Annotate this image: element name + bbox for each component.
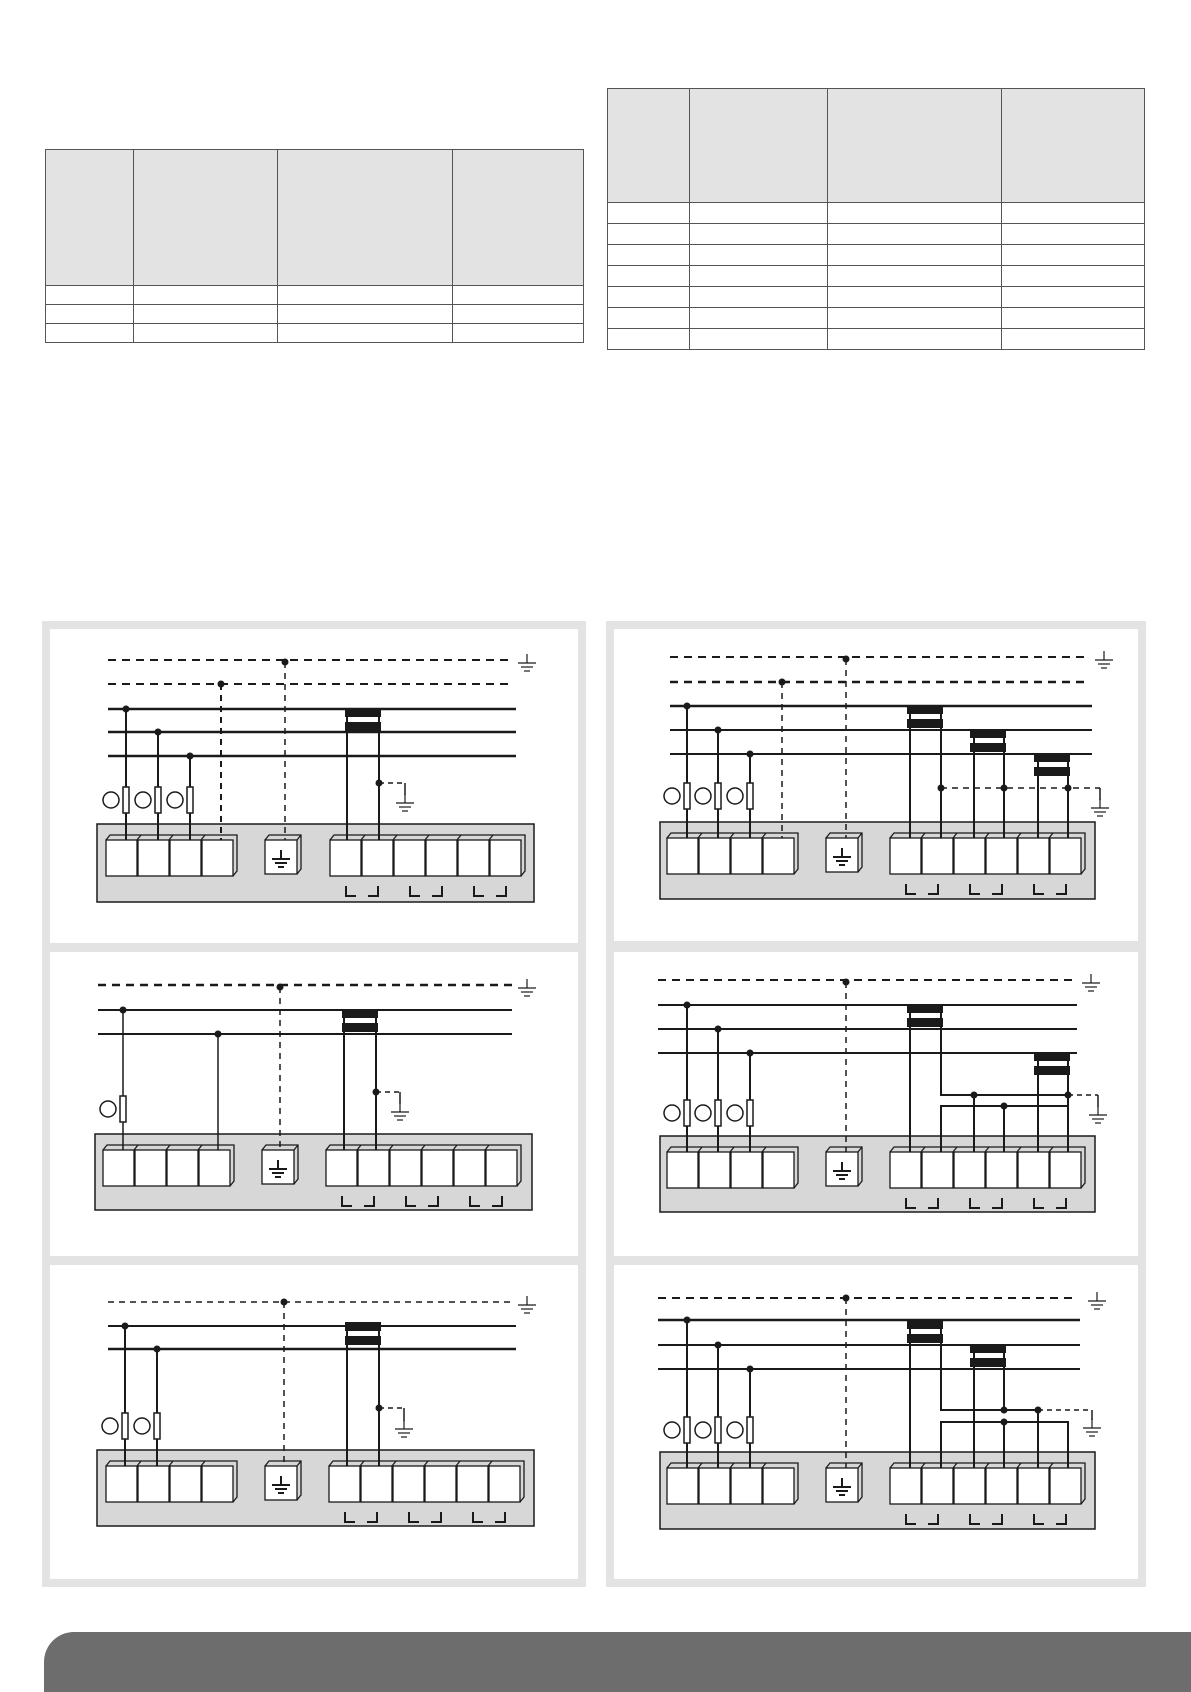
fuse-icon — [727, 1417, 753, 1443]
wiring-diagram-left-2 — [95, 979, 536, 1210]
ground-icon — [1082, 974, 1100, 991]
fuse-icon — [727, 783, 753, 809]
ground-icon — [391, 1103, 409, 1120]
fuse-icon — [167, 787, 193, 813]
ground-icon — [395, 1420, 413, 1437]
ground-icon — [518, 1296, 536, 1313]
ground-icon — [1088, 1292, 1106, 1309]
wiring-diagram-right-3 — [658, 1292, 1106, 1529]
wiring-diagram-left-3 — [97, 1296, 536, 1526]
ground-icon — [1095, 651, 1113, 668]
fuse-icon — [102, 1413, 128, 1439]
ground-icon — [396, 794, 414, 811]
ground-icon — [518, 979, 536, 996]
panel-frames — [46, 625, 1142, 1583]
ground-icon — [1091, 799, 1109, 816]
wiring-diagram-right-2 — [658, 974, 1107, 1212]
fuse-icon — [100, 1096, 126, 1122]
fuse-icon — [134, 1413, 160, 1439]
footer-bar — [44, 1632, 1191, 1692]
wiring-diagram-left-1 — [97, 654, 536, 902]
fuse-icon — [695, 1100, 721, 1126]
fuse-icon — [103, 787, 129, 813]
fuse-icon — [135, 787, 161, 813]
fuse-icon — [695, 1417, 721, 1443]
ground-icon — [518, 654, 536, 671]
fuse-icon — [727, 1100, 753, 1126]
wiring-diagram-right-1 — [660, 651, 1113, 899]
fuse-icon — [664, 1417, 690, 1443]
ground-icon — [1089, 1106, 1107, 1123]
fuse-icon — [664, 1100, 690, 1126]
fuse-icon — [695, 783, 721, 809]
fuse-icon — [664, 783, 690, 809]
ground-icon — [1083, 1419, 1101, 1436]
current-transformer-icon — [907, 1320, 943, 1343]
